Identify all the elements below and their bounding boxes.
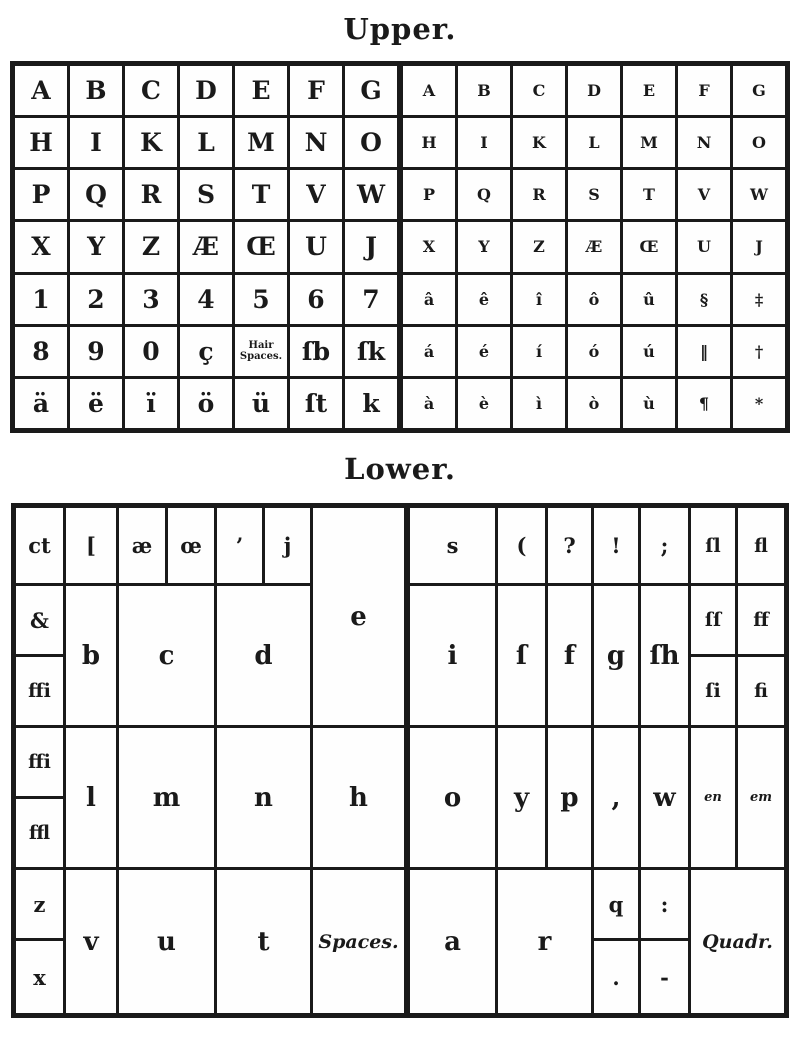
- box-s: s: [410, 508, 495, 583]
- box-r: r: [498, 870, 591, 1013]
- type-box: 5: [235, 275, 287, 324]
- type-box: î: [513, 275, 565, 324]
- type-box: ú: [623, 327, 675, 376]
- upper-case-small-capitals-grid: [403, 66, 785, 428]
- box-t: t: [217, 870, 310, 1013]
- box-q: q: [594, 870, 638, 938]
- upper-case-title: Upper.: [343, 12, 457, 46]
- box-sh-ligature: ſh: [641, 586, 688, 725]
- type-box: Z: [125, 222, 177, 271]
- type-box: Æ: [568, 222, 620, 271]
- type-box: ô: [568, 275, 620, 324]
- box-fl-ligature: fl: [738, 508, 784, 583]
- box-o: o: [410, 728, 495, 867]
- type-box: K: [513, 118, 565, 167]
- type-box: ä: [15, 379, 67, 428]
- type-box: C: [513, 66, 565, 115]
- upper-case-capitals-grid: [15, 66, 397, 428]
- box-u: u: [119, 870, 214, 1013]
- type-box: D: [180, 66, 232, 115]
- type-box: Q: [70, 170, 122, 219]
- box-b: b: [66, 586, 116, 725]
- type-box: ſk: [345, 327, 397, 376]
- box-ss-ligature: ſſ: [691, 586, 735, 654]
- type-box: ò: [568, 379, 620, 428]
- box-y: y: [498, 728, 545, 867]
- type-box: 4: [180, 275, 232, 324]
- box-v: v: [66, 870, 116, 1013]
- type-box: §: [678, 275, 730, 324]
- type-box: à: [403, 379, 455, 428]
- type-box: M: [235, 118, 287, 167]
- box-sl-ligature: ſl: [691, 508, 735, 583]
- type-box: Œ: [235, 222, 287, 271]
- type-box: ö: [180, 379, 232, 428]
- box-ampersand: &: [16, 586, 63, 654]
- type-box: U: [678, 222, 730, 271]
- type-box: N: [290, 118, 342, 167]
- box-apostrophe: ’: [217, 508, 262, 583]
- type-box: S: [568, 170, 620, 219]
- type-box: V: [290, 170, 342, 219]
- box-l: l: [66, 728, 116, 867]
- type-box: Æ: [180, 222, 232, 271]
- type-box: è: [458, 379, 510, 428]
- box-em-quad: em: [738, 728, 784, 867]
- type-box: F: [678, 66, 730, 115]
- box-p: p: [548, 728, 591, 867]
- type-box: O: [733, 118, 785, 167]
- type-box: P: [15, 170, 67, 219]
- box-x: x: [16, 941, 63, 1013]
- type-box: ï: [125, 379, 177, 428]
- box-j: j: [265, 508, 310, 583]
- type-box: T: [623, 170, 675, 219]
- type-box: L: [568, 118, 620, 167]
- type-box: 0: [125, 327, 177, 376]
- lower-case-left-half: [16, 508, 404, 1013]
- type-box: 3: [125, 275, 177, 324]
- type-box: Hair Spaces.: [235, 327, 287, 376]
- type-box: Y: [70, 222, 122, 271]
- box-i: i: [410, 586, 495, 725]
- type-box: ſt: [290, 379, 342, 428]
- box-w: w: [641, 728, 688, 867]
- type-box: á: [403, 327, 455, 376]
- type-box: I: [70, 118, 122, 167]
- type-box: Q: [458, 170, 510, 219]
- type-box: N: [678, 118, 730, 167]
- box-left-bracket: [: [66, 508, 116, 583]
- box-colon: :: [641, 870, 688, 938]
- type-box: R: [125, 170, 177, 219]
- box-d: d: [217, 586, 310, 725]
- type-box: Œ: [623, 222, 675, 271]
- lower-case-title: Lower.: [344, 452, 456, 486]
- box-quadr-label: Quadr.: [691, 870, 784, 1013]
- type-box: B: [458, 66, 510, 115]
- type-box: X: [403, 222, 455, 271]
- box-c: c: [119, 586, 214, 725]
- type-box: G: [733, 66, 785, 115]
- type-box: ‖: [678, 327, 730, 376]
- type-box: 9: [70, 327, 122, 376]
- type-box: H: [15, 118, 67, 167]
- upper-type-case: [10, 61, 790, 433]
- type-box: k: [345, 379, 397, 428]
- type-box: B: [70, 66, 122, 115]
- type-box: L: [180, 118, 232, 167]
- type-box: ë: [70, 379, 122, 428]
- type-box: W: [345, 170, 397, 219]
- type-box: H: [403, 118, 455, 167]
- box-left-paren: (: [498, 508, 545, 583]
- type-box: W: [733, 170, 785, 219]
- box-m: m: [119, 728, 214, 867]
- type-box: é: [458, 327, 510, 376]
- type-box: ê: [458, 275, 510, 324]
- type-box: ¶: [678, 379, 730, 428]
- type-box: S: [180, 170, 232, 219]
- type-box: †: [733, 327, 785, 376]
- type-box: X: [15, 222, 67, 271]
- box-oe-ligature: œ: [168, 508, 214, 583]
- type-box: K: [125, 118, 177, 167]
- type-box: û: [623, 275, 675, 324]
- box-exclamation: !: [594, 508, 638, 583]
- type-box: D: [568, 66, 620, 115]
- box-spaces-label: Spaces.: [313, 870, 404, 1013]
- type-box: C: [125, 66, 177, 115]
- type-box: ù: [623, 379, 675, 428]
- type-box: M: [623, 118, 675, 167]
- type-box: T: [235, 170, 287, 219]
- box-h: h: [313, 728, 404, 867]
- type-box: U: [290, 222, 342, 271]
- lower-type-case: [11, 503, 789, 1018]
- type-box: J: [345, 222, 397, 271]
- type-box: R: [513, 170, 565, 219]
- box-ct-ligature: ct: [16, 508, 63, 583]
- type-box: A: [403, 66, 455, 115]
- box-semicolon: ;: [641, 508, 688, 583]
- type-box: I: [458, 118, 510, 167]
- type-box: A: [15, 66, 67, 115]
- box-g: g: [594, 586, 638, 725]
- type-box: 6: [290, 275, 342, 324]
- type-box: F: [290, 66, 342, 115]
- type-box: ‡: [733, 275, 785, 324]
- type-box: â: [403, 275, 455, 324]
- type-box: Y: [458, 222, 510, 271]
- box-z: z: [16, 870, 63, 938]
- type-box: 1: [15, 275, 67, 324]
- type-box: Z: [513, 222, 565, 271]
- box-ffi-ligature: ffi: [16, 728, 63, 796]
- box-hyphen: -: [641, 941, 688, 1013]
- type-box: 8: [15, 327, 67, 376]
- type-box: E: [235, 66, 287, 115]
- box-e: e: [313, 508, 404, 725]
- type-box: V: [678, 170, 730, 219]
- box-period: .: [594, 941, 638, 1013]
- box-n: n: [217, 728, 310, 867]
- type-box: ü: [235, 379, 287, 428]
- box-ae-ligature: æ: [119, 508, 165, 583]
- type-box: O: [345, 118, 397, 167]
- type-box: ì: [513, 379, 565, 428]
- box-ffl-ligature: ffl: [16, 799, 63, 867]
- box-long-s: ſ: [498, 586, 545, 725]
- box-si-ligature: ſi: [691, 657, 735, 725]
- box-fi-ligature: fi: [738, 657, 784, 725]
- type-box: G: [345, 66, 397, 115]
- type-box: 2: [70, 275, 122, 324]
- box-f: f: [548, 586, 591, 725]
- box-question-mark: ?: [548, 508, 591, 583]
- box-ffi-ligature-upper: ffi: [16, 657, 63, 725]
- type-box: í: [513, 327, 565, 376]
- type-box: ſb: [290, 327, 342, 376]
- box-ff-ligature: ff: [738, 586, 784, 654]
- lower-case-right-half: [410, 508, 784, 1013]
- box-comma: ,: [594, 728, 638, 867]
- box-a: a: [410, 870, 495, 1013]
- type-box: *: [733, 379, 785, 428]
- type-box: J: [733, 222, 785, 271]
- type-box: ç: [180, 327, 232, 376]
- type-box: ó: [568, 327, 620, 376]
- type-box: 7: [345, 275, 397, 324]
- type-box: E: [623, 66, 675, 115]
- type-box: P: [403, 170, 455, 219]
- box-en-quad: en: [691, 728, 735, 867]
